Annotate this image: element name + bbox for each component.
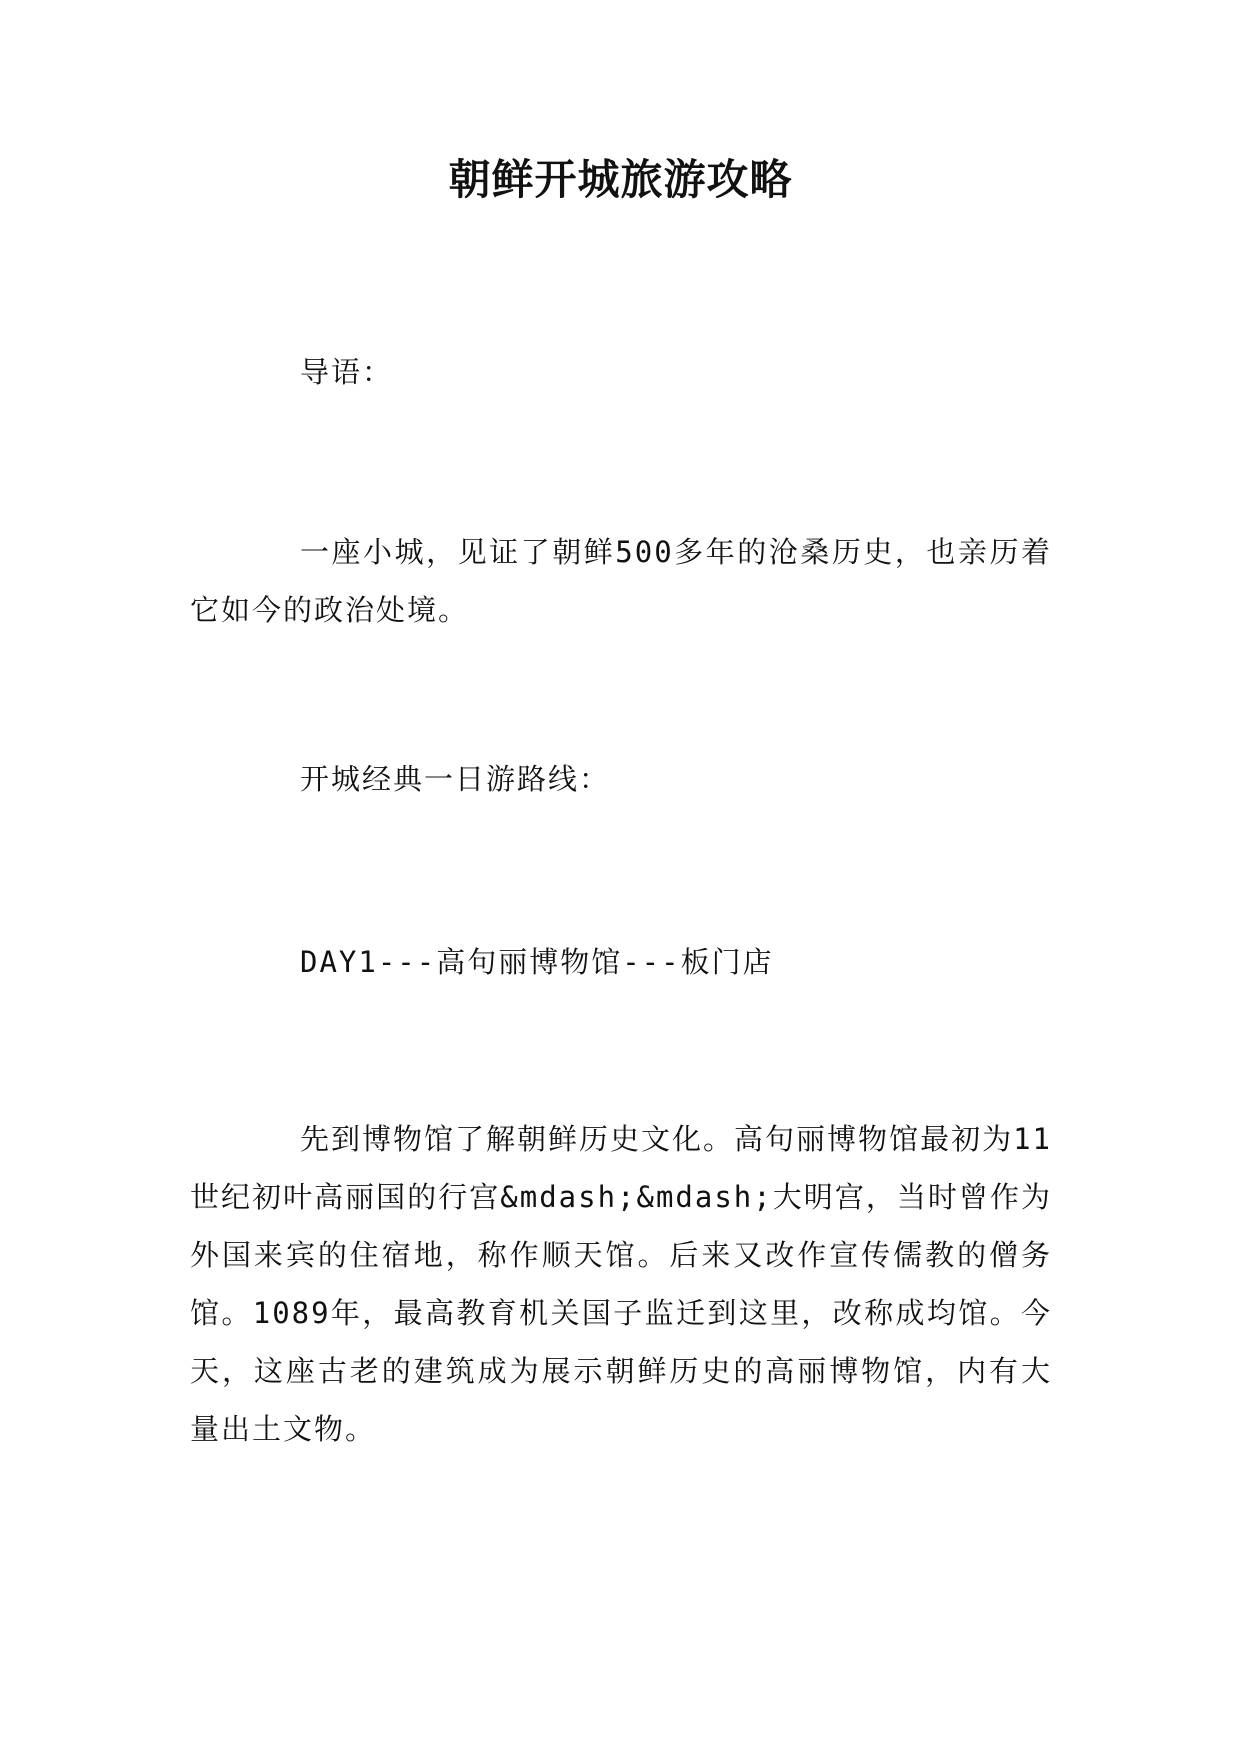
document-title: 朝鲜开城旅游攻略	[448, 155, 793, 204]
route-label: 开城经典一日游路线：	[300, 762, 611, 796]
day1-route: DAY1---高句丽博物馆---板门店	[300, 945, 774, 979]
intro-label: 导语：	[300, 355, 394, 389]
museum-paragraph: 先到博物馆了解朝鲜历史文化。高句丽博物馆最初为11世纪初叶高丽国的行宫&mdash;&mdash;大明宫，当时曾作为外国来宾的住宿地，称作顺天馆。后来又改作宣传儒教的僧务馆。1089年，最高教育机关国子监迁到这里，改称成均馆。今天，这座古老的建筑成为展示朝鲜历史的高丽博物馆，内有大量出土文物。	[190, 1122, 1052, 1446]
intro-paragraph: 一座小城，见证了朝鲜500多年的沧桑历史，也亲历着它如今的政治处境。	[190, 535, 1052, 627]
